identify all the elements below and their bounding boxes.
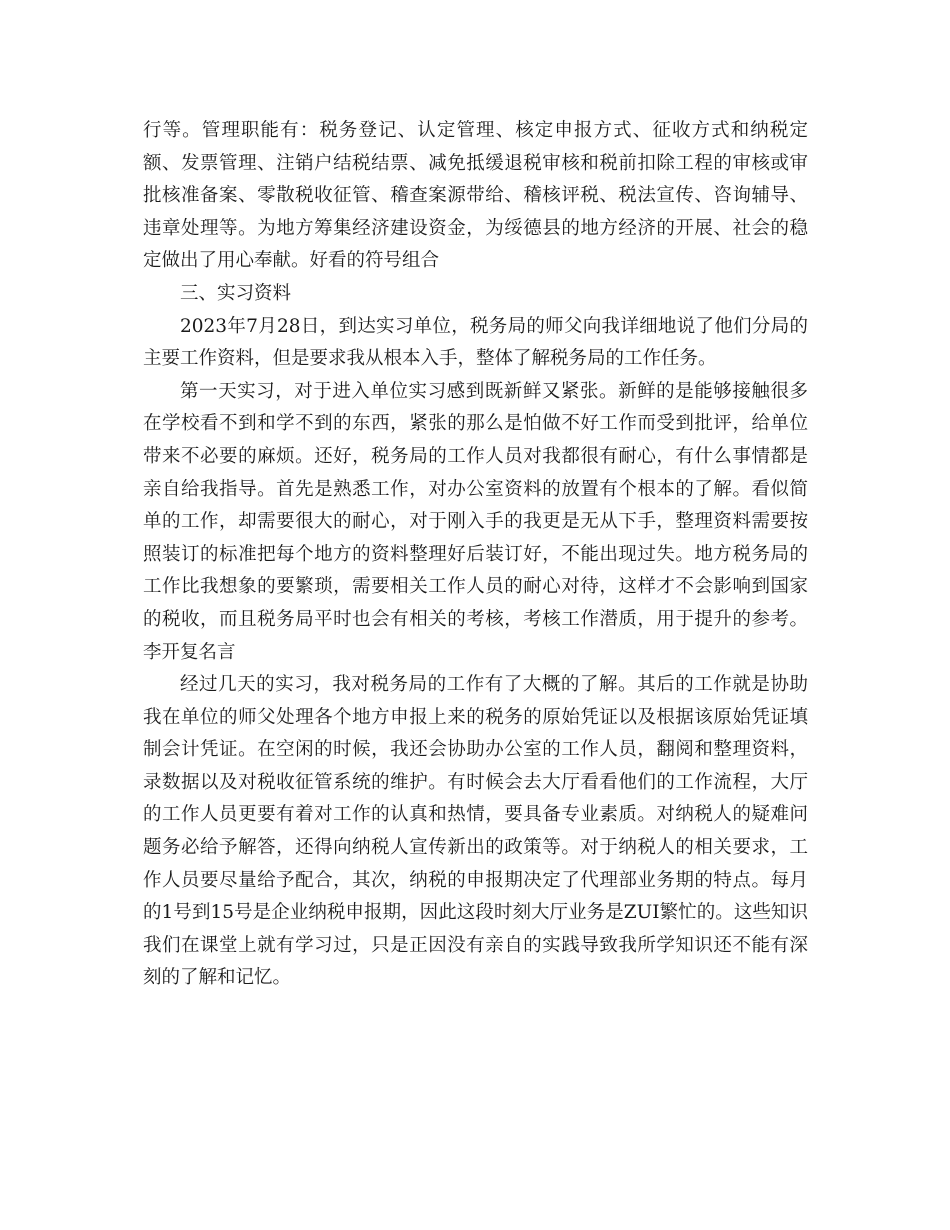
paragraph-arrival: 2023年7月28日，到达实习单位，税务局的师父向我详细地说了他们分局的主要工作资料，但是要求我从根本入手，整体了解税务局的工作任务。 (143, 315, 808, 370)
paragraph-continued: 行等。管理职能有：税务登记、认定管理、核定申报方式、征收方式和纳税定额、发票管理、注销户结税结票、减免抵缓退税审核和税前扣除工程的审核或审批核准备案、零散税收征管、稽查案源带给、稽核评税、税法宣传、咨询辅导、违章处理等。为地方筹集经济建设资金，为绥德县的地方经济的开展、社会的稳定做出了用心奉献。好看的符号组合 (143, 120, 808, 272)
paragraph-later-work: 经过几天的实习，我对税务局的工作有了大概的了解。其后的工作就是协助我在单位的师父处理各个地方申报上来的税务的原始凭证以及根据该原始凭证填制会计凭证。在空闲的时候，我还会协助办公室的工作人员，翻阅和整理资料，录数据以及对税收征管系统的维护。有时候会去大厅看看他们的工作流程，大厅的工作人员更要有着对工作的认真和热情，要具备专业素质。对纳税人的疑难问题务必给予解答，还得向纳税人宣传新出的政策等。对于纳税人的相关要求，工作人员要尽量给予配合，其次，纳税的申报期决定了代理部业务期的特点。每月的1号到15号是企业纳税申报期，因此这段时刻大厅业务是ZUI繁忙的。这些知识我们在课堂上就有学习过，只是正因没有亲自的实践导致我所学知识还不能有深刻的了解和记忆。 (143, 674, 808, 989)
section-heading: 三、实习资料 (180, 282, 292, 304)
document-page (143, 115, 808, 995)
paragraph-first-day: 第一天实习，对于进入单位实习感到既新鲜又紧张。新鲜的是能够接触很多在学校看不到和学不到的东西，紧张的那么是怕做不好工作而受到批评，给单位带来不必要的麻烦。还好，税务局的工作人员对我都很有耐心，有什么事情都是亲自给我指导。首先是熟悉工作，对办公室资料的放置有个根本的了解。看似简单的工作，却需要很大的耐心，对于刚入手的我更是无从下手，整理资料需要按照装订的标准把每个地方的资料整理好后装订好，不能出现过失。地方税务局的工作比我想象的要繁琐，需要相关工作人员的耐心对待，这样才不会影响到国家的税收，而且税务局平时也会有相关的考核，考核工作潜质，用于提升的参考。李开复名言 (143, 380, 808, 663)
